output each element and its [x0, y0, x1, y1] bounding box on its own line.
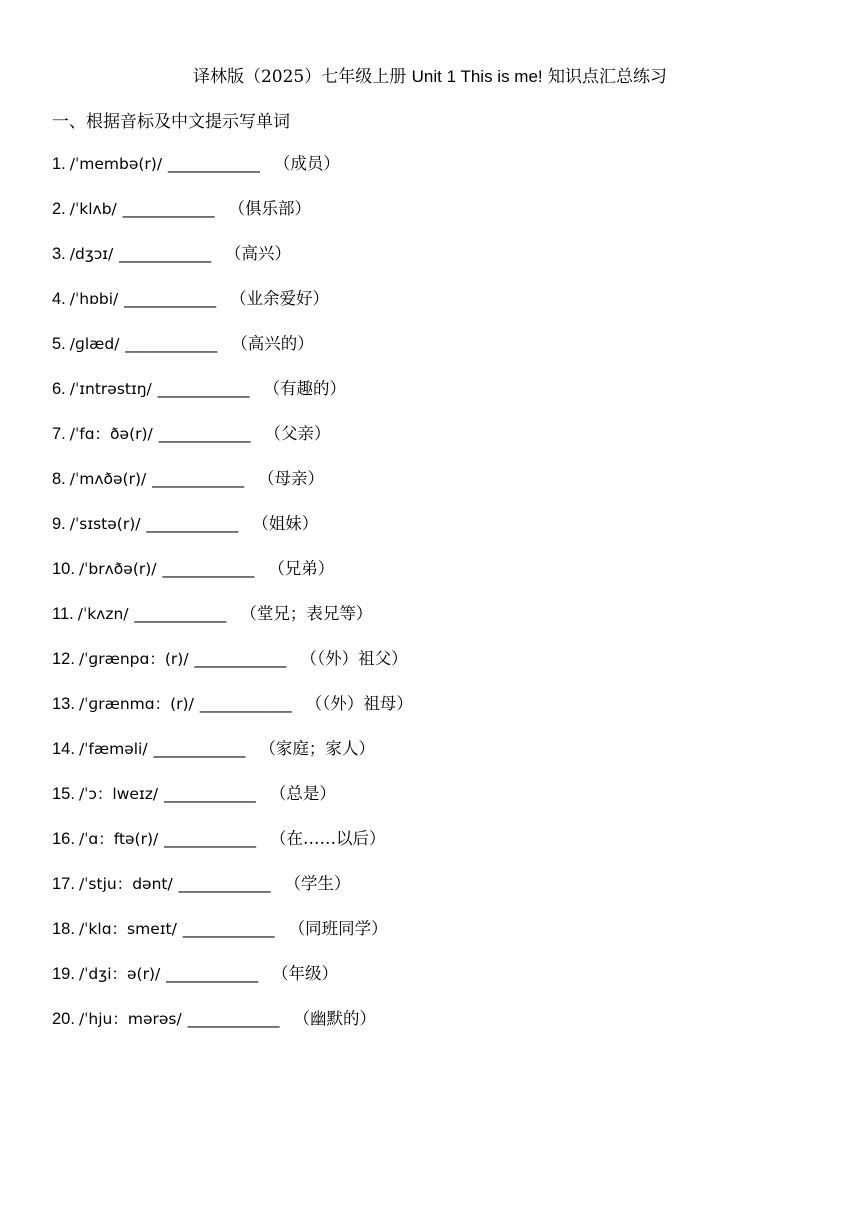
answer-blank[interactable]: __________ [158, 425, 251, 443]
item-number: 9. [52, 515, 66, 533]
item-number: 7. [52, 425, 66, 443]
item-phonetic: /ˈmʌðə(r)/ [69, 470, 147, 488]
item-number: 3. [52, 245, 66, 263]
exercise-item [52, 513, 832, 558]
answer-blank[interactable]: __________ [153, 740, 246, 758]
item-phonetic: /ˈɡrænmɑ：(r)/ [78, 695, 194, 713]
answer-blank[interactable]: __________ [157, 380, 250, 398]
item-chinese-hint: （俱乐部） [228, 199, 312, 218]
answer-blank[interactable]: __________ [199, 695, 292, 713]
item-number: 17. [52, 875, 75, 893]
answer-blank[interactable]: __________ [146, 515, 239, 533]
item-chinese-hint: （同班同学） [288, 919, 388, 938]
exercise-item [52, 918, 832, 963]
answer-blank[interactable]: __________ [164, 830, 257, 848]
answer-blank[interactable]: __________ [152, 470, 244, 488]
item-phonetic: /ˈɑ：ftə(r)/ [78, 830, 159, 848]
item-chinese-hint: （年级） [272, 964, 339, 983]
item-number: 4. [52, 290, 66, 308]
item-chinese-hint: （堂兄；表兄等） [240, 604, 373, 623]
item-number: 10. [52, 560, 75, 578]
item-chinese-hint: （高兴的） [231, 334, 314, 353]
answer-blank[interactable]: __________ [168, 155, 260, 173]
item-chinese-hint: （（外）祖父） [300, 649, 408, 668]
item-number: 8. [52, 470, 66, 488]
exercise-item [52, 558, 832, 603]
item-chinese-hint: （在……以后） [270, 829, 386, 848]
item-phonetic: /ˈfæməli/ [78, 740, 148, 758]
item-number: 2. [52, 200, 66, 218]
item-phonetic: /ˈɪntrəstɪŋ/ [69, 380, 152, 398]
exercise-item [52, 1008, 832, 1053]
item-chinese-hint: （幽默的） [293, 1009, 376, 1028]
item-chinese-hint: （高兴） [225, 244, 292, 263]
item-chinese-hint: （家庭；家人） [259, 739, 375, 758]
section-heading: 一、根据音标及中文提示写单词 [52, 112, 290, 132]
answer-blank[interactable]: __________ [119, 245, 212, 263]
item-phonetic: /ˈstju：dənt/ [78, 875, 173, 893]
answer-blank[interactable]: __________ [194, 650, 287, 668]
title-unit: Unit 1 This is me! [411, 67, 543, 86]
title-prefix: 译林版（2025）七年级上册 [192, 67, 412, 87]
item-phonetic: /ˈkʌzn/ [77, 605, 129, 623]
item-number: 1. [52, 155, 66, 173]
item-number: 16. [52, 830, 75, 848]
item-phonetic: /ˈɔ：lweɪz/ [78, 785, 159, 803]
exercise-item [52, 963, 832, 1008]
exercise-item [52, 288, 832, 333]
item-chinese-hint: （有趣的） [263, 379, 347, 398]
item-chinese-hint: （成员） [273, 154, 340, 173]
item-number: 19. [52, 965, 75, 983]
item-phonetic: /ˈklʌb/ [69, 200, 117, 218]
page-title [0, 62, 860, 87]
exercise-item [52, 468, 832, 513]
item-chinese-hint: （父亲） [264, 424, 331, 443]
item-phonetic: /ˈhɒbi/ [69, 290, 119, 308]
exercise-item [52, 828, 832, 873]
item-phonetic: /ˈklɑ：smeɪt/ [78, 920, 177, 938]
answer-blank[interactable]: __________ [178, 875, 271, 893]
exercise-item [52, 198, 832, 243]
exercise-item [52, 423, 832, 468]
answer-blank[interactable]: __________ [125, 335, 218, 353]
item-chinese-hint: （业余爱好） [230, 289, 330, 308]
exercise-item [52, 603, 832, 648]
item-chinese-hint: （母亲） [258, 469, 324, 488]
exercise-item [52, 243, 832, 288]
item-number: 11. [52, 605, 74, 623]
item-chinese-hint: （兄弟） [268, 559, 335, 578]
item-number: 5. [52, 335, 66, 353]
item-chinese-hint: （姐妹） [252, 514, 319, 533]
item-number: 14. [52, 740, 75, 758]
exercise-item [52, 378, 832, 423]
answer-blank[interactable]: __________ [182, 920, 275, 938]
answer-blank[interactable]: __________ [122, 200, 215, 218]
item-chinese-hint: （学生） [284, 874, 351, 893]
item-number: 6. [52, 380, 66, 398]
item-phonetic: /ˈhju：mərəs/ [78, 1010, 182, 1028]
exercise-item [52, 333, 832, 378]
item-number: 18. [52, 920, 75, 938]
exercise-item [52, 648, 832, 693]
title-suffix: 知识点汇总练习 [542, 67, 668, 87]
item-phonetic: /ˈbrʌðə(r)/ [78, 560, 157, 578]
item-number: 20. [52, 1010, 75, 1028]
answer-blank[interactable]: __________ [124, 290, 217, 308]
item-phonetic: /ˈmembə(r)/ [69, 155, 163, 173]
answer-blank[interactable]: __________ [134, 605, 227, 623]
item-phonetic: /ˈsɪstə(r)/ [69, 515, 141, 533]
item-phonetic: /ˈɡrænpɑ：(r)/ [78, 650, 189, 668]
answer-blank[interactable]: __________ [166, 965, 259, 983]
item-phonetic: /ˈdʒi：ə(r)/ [78, 965, 161, 983]
exercise-list [52, 153, 832, 1053]
answer-blank[interactable]: __________ [164, 785, 256, 803]
exercise-item [52, 738, 832, 783]
answer-blank[interactable]: __________ [187, 1010, 280, 1028]
answer-blank[interactable]: __________ [162, 560, 255, 578]
exercise-item [52, 873, 832, 918]
item-number: 12. [52, 650, 75, 668]
item-number: 13. [52, 695, 75, 713]
exercise-item [52, 783, 832, 828]
item-chinese-hint: （（外）祖母） [305, 694, 413, 713]
item-phonetic: /dʒɔɪ/ [69, 245, 114, 263]
item-number: 15. [52, 785, 75, 803]
exercise-item [52, 693, 832, 738]
exercise-item [52, 153, 832, 198]
item-phonetic: /ɡlæd/ [69, 335, 120, 353]
item-chinese-hint: （总是） [269, 784, 336, 803]
item-phonetic: /ˈfɑ：ðə(r)/ [69, 425, 153, 443]
